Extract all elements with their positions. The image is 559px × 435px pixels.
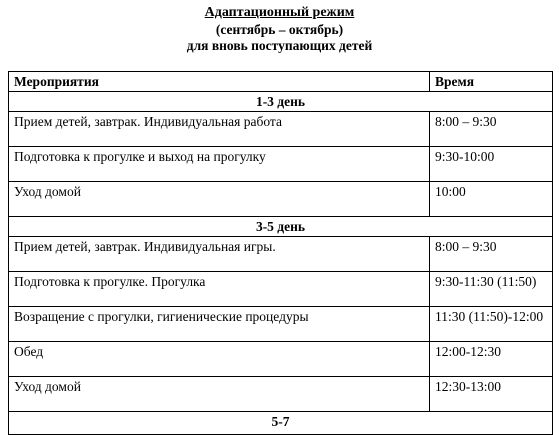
time-cell: 12:30-13:00 [430,377,553,412]
time-cell: 12:00-12:30 [430,342,553,377]
time-cell: 8:00 – 9:30 [430,112,553,147]
table-row [9,342,553,377]
activity-cell: Подготовка к прогулке и выход на прогулку [9,147,430,182]
activity-cell: Уход домой [9,377,430,412]
activity-cell: Подготовка к прогулке. Прогулка [9,272,430,307]
group-row [9,412,553,435]
table-row [9,182,553,217]
group-label: 3-5 день [9,217,553,237]
group-label: 5-7 [9,412,553,435]
audience-subtitle: для вновь поступающих детей [186,38,373,53]
page-title: Адаптационный режим [204,5,355,20]
time-cell: 9:30-11:30 (11:50) [430,272,553,307]
activity-cell: Прием детей, завтрак. Индивидуальная работа [9,112,430,147]
table-row [9,237,553,272]
column-header-activity: Мероприятия [9,72,430,92]
group-row [9,92,553,112]
period-subtitle: (сентябрь – октябрь) [215,22,344,37]
table-row [9,307,553,342]
activity-cell: Возращение с прогулки, гигиенические процедуры [9,307,430,342]
time-cell: 11:30 (11:50)-12:00 [430,307,553,342]
table-row [9,147,553,182]
time-cell: 9:30-10:00 [430,147,553,182]
time-cell: 10:00 [430,182,553,217]
table-row [9,272,553,307]
activity-cell: Уход домой [9,182,430,217]
group-label: 1-3 день [9,92,553,112]
schedule-table [8,71,553,435]
table-row [9,112,553,147]
activity-cell: Прием детей, завтрак. Индивидуальная игры. [9,237,430,272]
table-header-row [9,72,553,92]
group-row [9,217,553,237]
time-cell: 8:00 – 9:30 [430,237,553,272]
table-row [9,377,553,412]
activity-cell: Обед [9,342,430,377]
column-header-time: Время [430,72,553,92]
